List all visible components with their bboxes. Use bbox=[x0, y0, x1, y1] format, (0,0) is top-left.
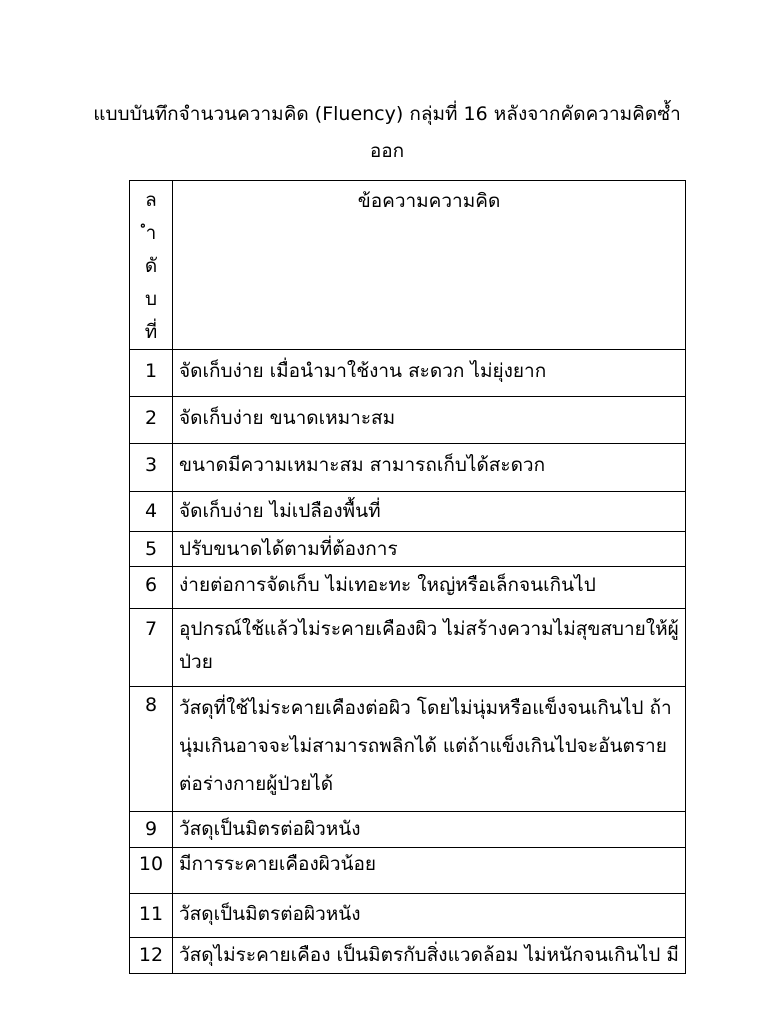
table-row bbox=[130, 532, 686, 567]
row-text: จัดเก็บง่าย เมื่อนำมาใช้งาน สะดวก ไม่ยุ่งยาก bbox=[173, 350, 686, 397]
row-text: อุปกรณ์ใช้แล้วไม่ระคายเคืองผิว ไม่สร้างความไม่สุขสบายให้ผู้ป่วย bbox=[173, 609, 686, 687]
row-number: 12 bbox=[130, 938, 173, 974]
row-text: จัดเก็บง่าย ไม่เปลืองพื้นที่ bbox=[173, 492, 686, 532]
row-number: 9 bbox=[130, 812, 173, 848]
table-row bbox=[130, 848, 686, 894]
table-row bbox=[130, 609, 686, 687]
table-row bbox=[130, 687, 686, 812]
row-text: วัสดุไม่ระคายเคือง เป็นมิตรกับสิ่งแวดล้อม ไม่หนักจนเกินไป มี bbox=[173, 938, 686, 974]
row-number: 7 bbox=[130, 609, 173, 687]
row-number: 10 bbox=[130, 848, 173, 894]
ideas-table bbox=[129, 180, 686, 974]
row-number: 8 bbox=[130, 687, 173, 812]
row-number: 11 bbox=[130, 894, 173, 938]
row-text: วัสดุเป็นมิตรต่อผิวหนัง bbox=[173, 812, 686, 848]
table-row bbox=[130, 350, 686, 397]
row-text: ปรับขนาดได้ตามที่ต้องการ bbox=[173, 532, 686, 567]
table-row bbox=[130, 397, 686, 444]
column-header-text: ข้อความความคิด bbox=[173, 181, 686, 350]
row-number: 1 bbox=[130, 350, 173, 397]
table-row bbox=[130, 894, 686, 938]
row-number: 3 bbox=[130, 444, 173, 492]
row-text: วัสดุที่ใช้ไม่ระคายเคืองต่อผิว โดยไม่นุ่มหรือแข็งจนเกินไป ถ้านุ่มเกินอาจจะไม่สามารถพลิกได้ แต่ถ้าแข็งเกินไปจะอันตรายต่อร่างกายผู้ป่วยได้ bbox=[173, 687, 686, 812]
row-text: มีการระคายเคืองผิวน้อย bbox=[173, 848, 686, 894]
column-header-number: ลำดับที่ bbox=[130, 181, 173, 350]
row-number: 5 bbox=[130, 532, 173, 567]
table-row bbox=[130, 567, 686, 609]
table-row bbox=[130, 492, 686, 532]
row-text: จัดเก็บง่าย ขนาดเหมาะสม bbox=[173, 397, 686, 444]
row-number: 2 bbox=[130, 397, 173, 444]
table-row bbox=[130, 444, 686, 492]
row-number: 4 bbox=[130, 492, 173, 532]
row-text: ง่ายต่อการจัดเก็บ ไม่เทอะทะ ใหญ่หรือเล็กจนเกินไป bbox=[173, 567, 686, 609]
table-row bbox=[130, 812, 686, 848]
row-text: วัสดุเป็นมิตรต่อผิวหนัง bbox=[173, 894, 686, 938]
row-number: 6 bbox=[130, 567, 173, 609]
page-title: แบบบันทึกจำนวนความคิด (Fluency) กลุ่มที่ 16 หลังจากคัดความคิดซ้ำออก bbox=[93, 103, 681, 162]
table-row bbox=[130, 938, 686, 974]
row-text: ขนาดมีความเหมาะสม สามารถเก็บได้สะดวก bbox=[173, 444, 686, 492]
table-header-row bbox=[130, 181, 686, 350]
